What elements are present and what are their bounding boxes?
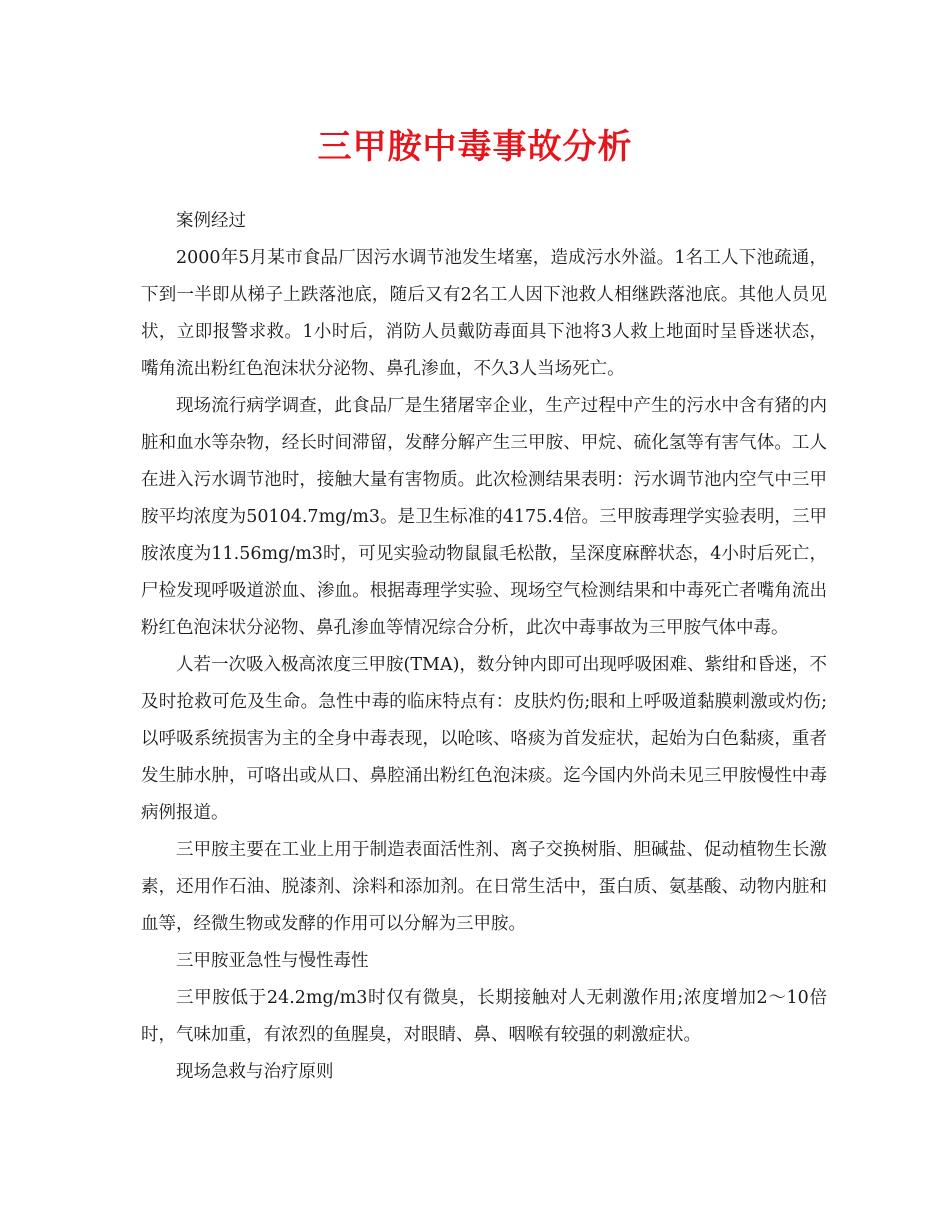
paragraph-toxicity: 三甲胺低于24.2mg/m3时仅有微臭，长期接触对人无刺激作用;浓度增加2～10倍时，气味加重，有浓烈的鱼腥臭，对眼睛、鼻、咽喉有较强的刺激症状。 (141, 988, 827, 1045)
section-heading-first-aid: 现场急救与治疗原则 (176, 1062, 334, 1082)
document-title: 三甲胺中毒事故分析 (317, 127, 633, 167)
paragraph-incident: 2000年5月某市食品厂因污水调节池发生堵塞，造成污水外溢。1名工人下池疏通，下到一半即从梯子上跌落池底，随后又有2名工人因下池救人相继跌落池底。其他人员见状，立即报警求救。1小时后，消防人员戴防毒面具下池将3人救上地面时呈昏迷状态，嘴角流出粉红色泡沫状分泌物、鼻孔渗血，不久3人当场死亡。 (141, 248, 827, 379)
paragraph-uses: 三甲胺主要在工业上用于制造表面活性剂、离子交换树脂、胆碱盐、促动植物生长激素，还用作石油、脱漆剂、涂料和添加剂。在日常生活中，蛋白质、氨基酸、动物内脏和血等，经微生物或发酵的作用可以分解为三甲胺。 (141, 840, 827, 934)
section-heading-toxicity: 三甲胺亚急性与慢性毒性 (176, 951, 369, 971)
paragraph-investigation: 现场流行病学调查，此食品厂是生猪屠宰企业，生产过程中产生的污水中含有猪的内脏和血水等杂物，经长时间滞留，发酵分解产生三甲胺、甲烷、硫化氢等有害气体。工人在进入污水调节池时，接触大量有害物质。此次检测结果表明：污水调节池内空气中三甲胺平均浓度为50104.7mg/m3。是卫生标准的4175.4倍。三甲胺毒理学实验表明，三甲胺浓度为11.56mg/m3时，可见实验动物鼠鼠毛松散，呈深度麻醉状态，4小时后死亡，尸检发现呼吸道淤血、渗血。根据毒理学实验、现场空气检测结果和中毒死亡者嘴角流出粉红色泡沫状分泌物、鼻孔渗血等情况综合分析，此次中毒事故为三甲胺气体中毒。 (141, 396, 827, 638)
document-body (141, 203, 827, 1091)
section-heading-case: 案例经过 (176, 211, 246, 231)
paragraph-acute-symptoms: 人若一次吸入极高浓度三甲胺(TMA)，数分钟内即可出现呼吸困难、紫绀和昏迷，不及时抢救可危及生命。急性中毒的临床特点有：皮肤灼伤;眼和上呼吸道黏膜刺激或灼伤;以呼吸系统损害为主的全身中毒表现，以呛咳、咯痰为首发症状，起始为白色黏痰，重者发生肺水肿，可咯出或从口、鼻腔涌出粉红色泡沫痰。迄今国内外尚未见三甲胺慢性中毒病例报道。 (141, 655, 827, 823)
